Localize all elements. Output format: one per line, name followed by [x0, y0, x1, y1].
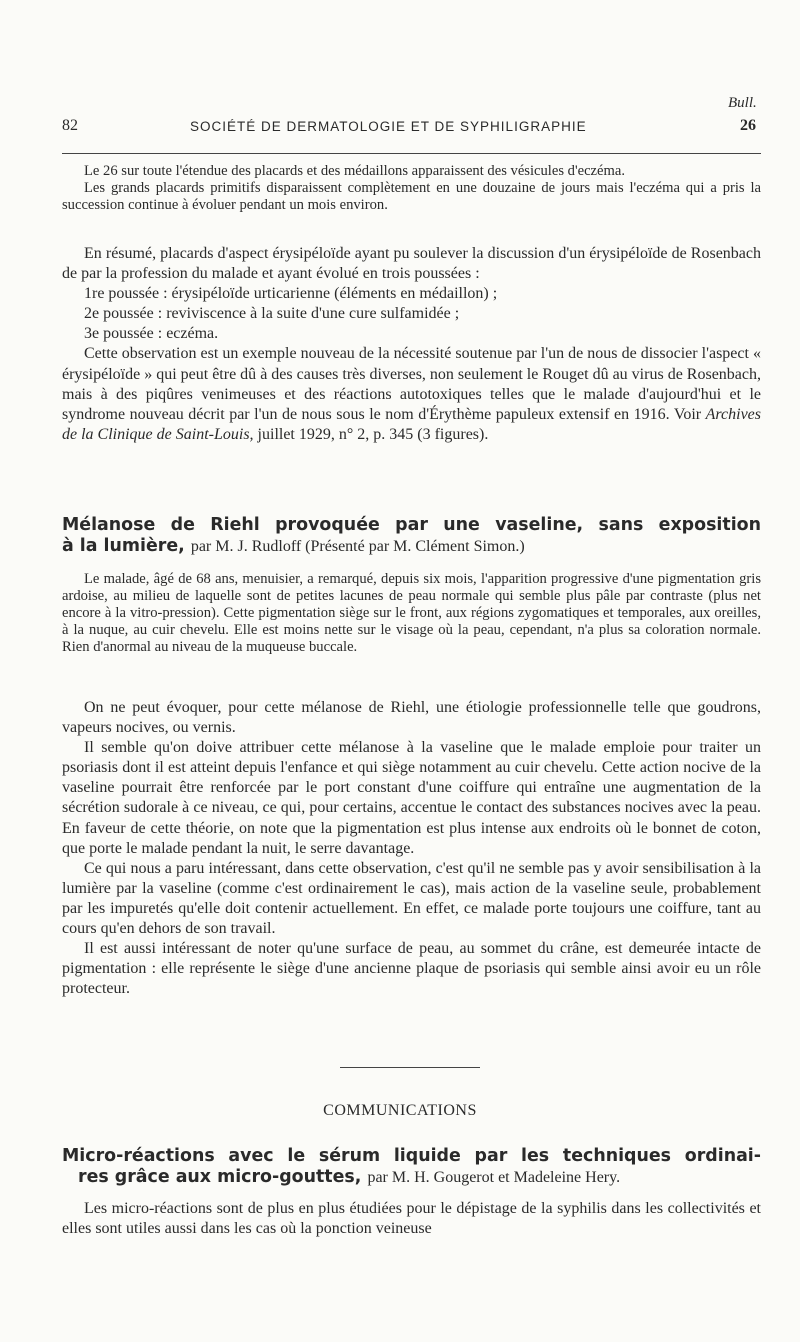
- article-1-paragraph-2: Il semble qu'on doive attribuer cette mélanose à la vaseline que le malade emploie pour traiter un psoriasis dont il est atteint depuis l'enfance et qui siège notamment au cuir chevelu. Cette action nocive de la vaseline pourrait être renforcée par le port constant d'une coiffure qui entraîne une augmentation de la sécrétion sudorale à ce niveau, ce qui, pour certains, accentue le contact des substances nocives avec la peau. En faveur de cette théorie, on note que la pigmentation est plus intense aux endroits où le bonnet de coton, que porte le malade pendant la nuit, le serre davantage.: [62, 739, 761, 857]
- intro-paragraph-2: Les grands placards primitifs disparaissent complètement en une douzaine de jours mais l'eczéma qui a pris la succession continue à évoluer pendant un mois environ.: [62, 180, 761, 214]
- article-1-byline: par M. J. Rudloff (Présenté par M. Clément Simon.): [190, 538, 525, 555]
- article-1-case: [62, 571, 761, 656]
- observation-text: Cette observation est un exemple nouveau de la nécessité soutenue par l'un de nous de dissocier l'aspect « érysipéloïde » qui peut être dû à des causes très diverses, non seulement le Rouget dû au virus de Rosenbach, mais à des piqûres venimeuses et des réactions autotoxiques telles que le malade d'aujourd'hui et le syndrome nouveau décrit par l'un de nous sous le nom d'Érythème papuleux extensif en 1916. Voir: [62, 345, 761, 423]
- section-title: COMMUNICATIONS: [323, 1102, 477, 1119]
- volume-number: 26: [740, 117, 756, 134]
- article-2-paragraph-1: Les micro-réactions sont de plus en plus étudiées pour le dépistage de la syphilis dans les collectivités et elles sont utiles aussi dans les cas où la ponction veineuse: [62, 1200, 761, 1238]
- section-separator: [340, 1067, 480, 1068]
- intro-paragraph-1: Le 26 sur toute l'étendue des placards et des médaillons apparaissent des vésicules d'eczéma.: [84, 163, 625, 179]
- push-2-text: 2e poussée : reviviscence à la suite d'une cure sulfamidée ;: [84, 305, 460, 323]
- journal-abbrev: Bull.: [728, 95, 757, 111]
- article-2-title-line2: [62, 1167, 761, 1188]
- article-1-title-line1: Mélanose de Riehl provoquée par une vaseline, sans exposition: [62, 515, 761, 535]
- summary-paragraph: En résumé, placards d'aspect érysipéloïde ayant pu soulever la discussion d'un érysipéloïde de Rosenbach de par la profession du malade et ayant évolué en trois poussées :: [62, 245, 761, 283]
- push-1-text: 1re poussée : érysipéloïde urticarienne (éléments en médaillon) ;: [84, 285, 498, 303]
- article-1-paragraph-1: On ne peut évoquer, pour cette mélanose de Riehl, une étiologie professionnelle telle que goudrons, vapeurs nocives, ou vernis.: [62, 699, 761, 737]
- intro-block: [62, 163, 761, 214]
- push-3: [62, 324, 761, 344]
- running-title: SOCIÉTÉ DE DERMATOLOGIE ET DE SYPHILIGRAPHIE: [190, 119, 587, 134]
- article-1-title-line2-text: à la lumière,: [62, 536, 185, 556]
- citation-details: juillet 1929, n° 2, p. 345 (3 figures).: [257, 425, 489, 443]
- article-2-body: [62, 1199, 761, 1239]
- article-1-title-line2: [62, 536, 761, 557]
- push-1: [62, 284, 761, 304]
- article-2-title-line2-text: res grâce aux micro-gouttes,: [78, 1167, 362, 1187]
- push-2: [62, 304, 761, 324]
- header-rule: [62, 153, 761, 154]
- article-2-title: [62, 1146, 761, 1188]
- article-1-paragraph-4: Il est aussi intéressant de noter qu'une surface de peau, au sommet du crâne, est demeurée intacte de pigmentation : elle représente le siège d'une ancienne plaque de psoriasis qui semble ainsi avoir eu un rôle protecteur.: [62, 940, 761, 998]
- article-2-byline: par M. H. Gougerot et Madeleine Hery.: [367, 1169, 621, 1186]
- push-3-text: 3e poussée : eczéma.: [84, 325, 219, 343]
- article-1-title: [62, 515, 761, 557]
- summary-block: [62, 244, 761, 445]
- journal-citation: Archives de la Clinique de Saint-Louis,: [62, 405, 761, 443]
- case-description: Le malade, âgé de 68 ans, menuisier, a remarqué, depuis six mois, l'apparition progressive d'une pigmentation gris ardoise, au milieu de laquelle sont de petites lacunes de peau normale qui semble plus pâle par contraste (plus net encore à la vitro-pression). Cette pigmentation siège sur le front, aux régions zygomatiques et temporales, aux oreilles, à la nuque, au cuir chevelu. Elle est moins nette sur le visage où la peau, cependant, n'a plus sa coloration normale. Rien d'anormal au niveau de la muqueuse buccale.: [62, 571, 761, 656]
- observation-paragraph: [62, 344, 761, 444]
- article-1-paragraph-3: Ce qui nous a paru intéressant, dans cette observation, c'est qu'il ne semble pas y avoir sensibilisation à la lumière par la vaseline (comme c'est ordinairement le cas), mais action de la vaseline seule, probablement par les impuretés qu'elle doit contenir actuellement. En effet, ce malade porte toujours une coiffure, tant au cours qu'en dehors de son travail.: [62, 859, 761, 938]
- article-2-title-line1: Micro-réactions avec le sérum liquide par les techniques ordinai-: [62, 1146, 761, 1166]
- article-1-body: [62, 698, 761, 999]
- page-number: 82: [62, 117, 78, 134]
